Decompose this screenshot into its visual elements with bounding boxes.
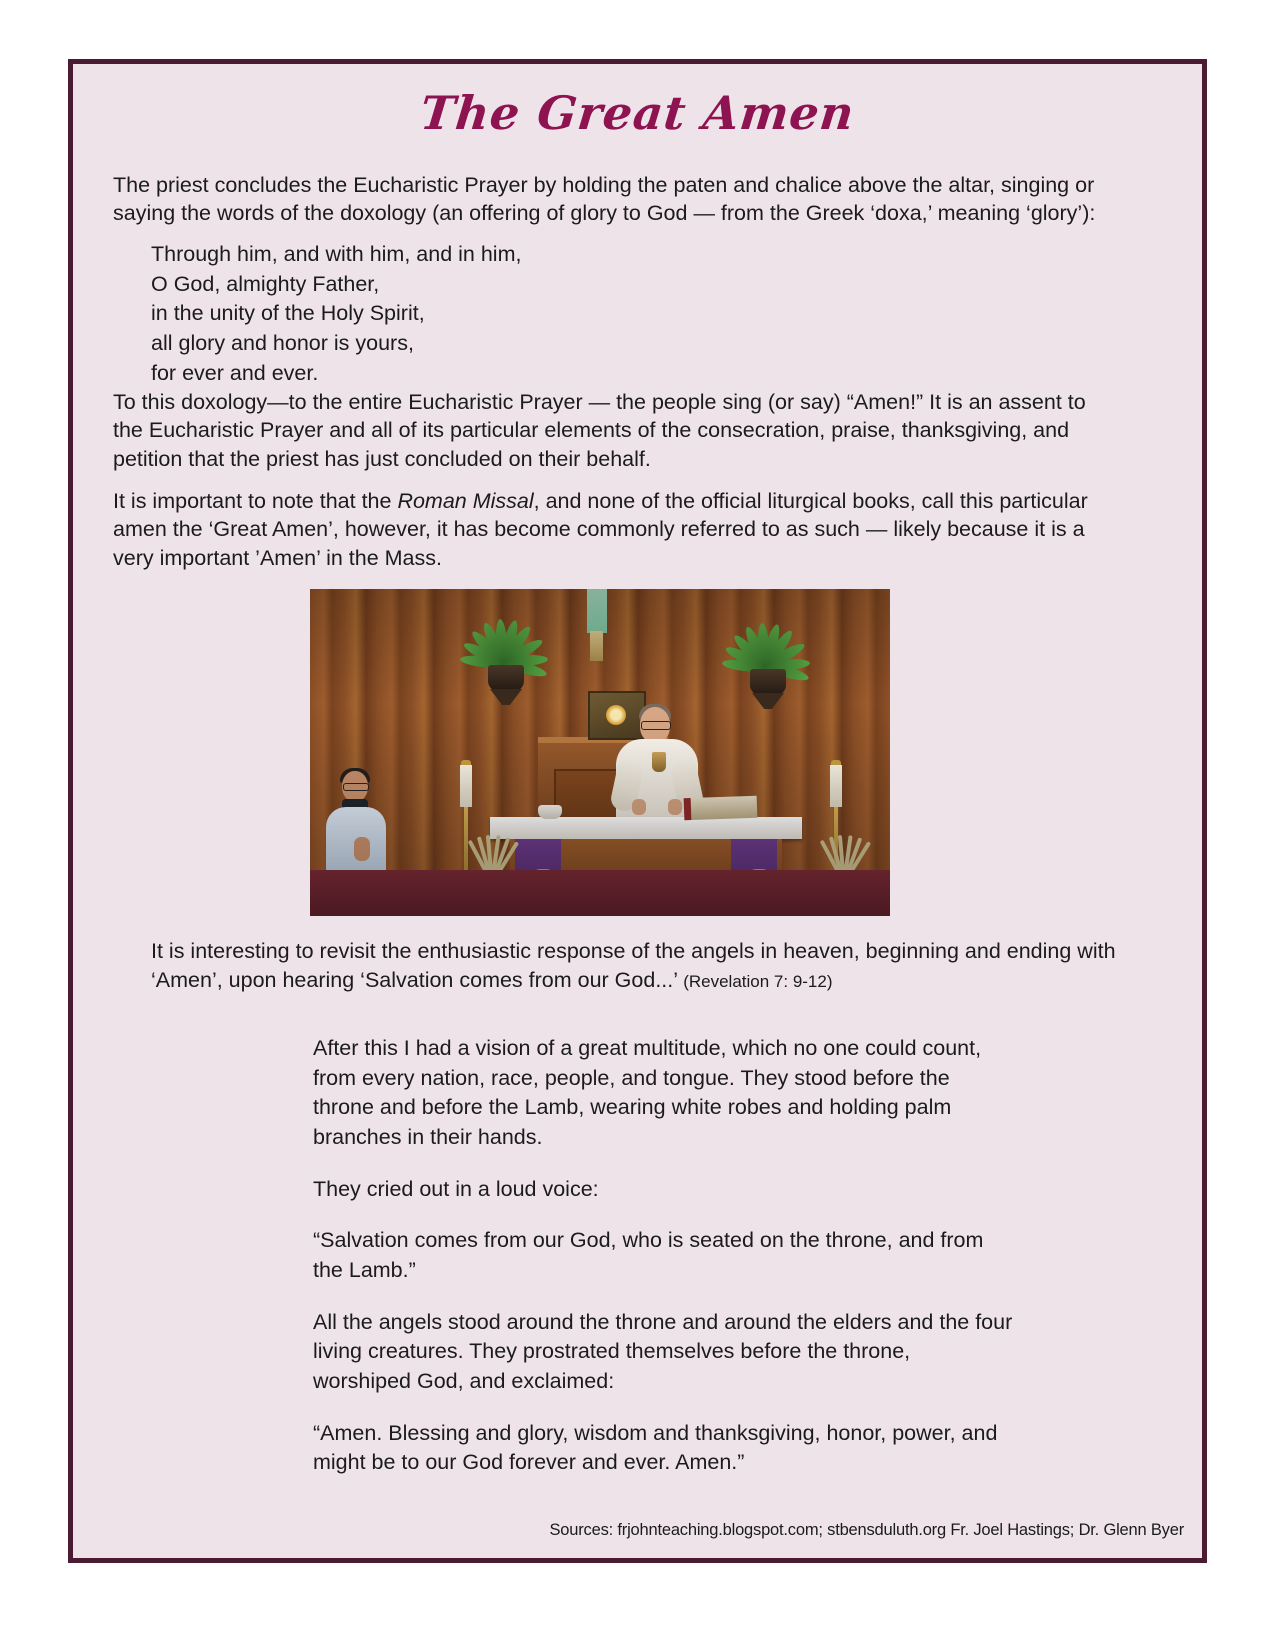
doxology-line: all glory and honor is yours, [151,330,414,355]
scripture-verse: All the angels stood around the throne and around the elders and the four living creatures. They prostrated themselves before the throne, worshiped God, and exclaimed: [313,1309,1013,1393]
scripture-verse: “Salvation comes from our God, who is seated on the throne, and from the Lamb.” [313,1228,984,1282]
intro-paragraph: The priest concludes the Eucharistic Prayer by holding the paten and chalice above the altar, singing or saying the words of the doxology (an offering of glory to God — from the Greek ‘doxa,’ meaning ‘glory’): [113,173,1096,226]
page-title: The Great Amen [417,86,858,140]
roman-missal-title: Roman Missal [397,489,534,513]
doxology-line: Through him, and with him, and in him, [151,242,522,266]
scripture-verse: They cried out in a loud voice: [313,1176,599,1201]
doxology-line: for ever and ever. [151,360,319,385]
doxology-line: in the unity of the Holy Spirit, [151,301,425,326]
assent-paragraph: To this doxology—to the entire Eucharistic Prayer — the people sing (or say) “Amen!” It is an assent to the Eucharistic Prayer and all of its particular elements of the consecration, praise, thanksgiving, and petition that the priest has just concluded on their behalf. [113,390,1086,471]
sources-line: Sources: frjohnteaching.blogspot.com; stbensduluth.org Fr. Joel Hastings; Dr. Glenn Byer [549,1521,1184,1539]
scripture-verse: After this I had a vision of a great multitude, which no one could count, from every nation, race, people, and tongue. They stood before the throne and before the Lamb, wearing white robes and holding palm branches in their hands. [313,1036,982,1149]
caption-paragraph [151,937,1151,995]
photo-shading-overlay [310,589,890,916]
scripture-verse: “Amen. Blessing and glory, wisdom and thanksgiving, honor, power, and might be to our God forever and ever. Amen.” [313,1420,998,1475]
missal-text-before: It is important to note that the [113,489,398,513]
caption-text: It is interesting to revisit the enthusiastic response of the angels in heaven, beginning and ending with ‘Amen’, upon hearing ‘Salvation comes from our God...’ [151,939,1116,993]
doxology-line: O God, almighty Father, [151,271,380,296]
missal-paragraph [113,487,1113,572]
doxology-block [151,240,1111,388]
document-page [68,59,1207,1563]
mass-photograph [310,589,890,916]
scripture-quote-block [313,1034,1013,1478]
missal-text-after: , and none of the official liturgical books, call this particular amen the ‘Great Amen’, however, it has become commonly referred to as such — likely because it is a very important ’Amen’ in the Mass. [113,489,1088,570]
scripture-reference: (Revelation 7: 9-12) [683,972,833,992]
